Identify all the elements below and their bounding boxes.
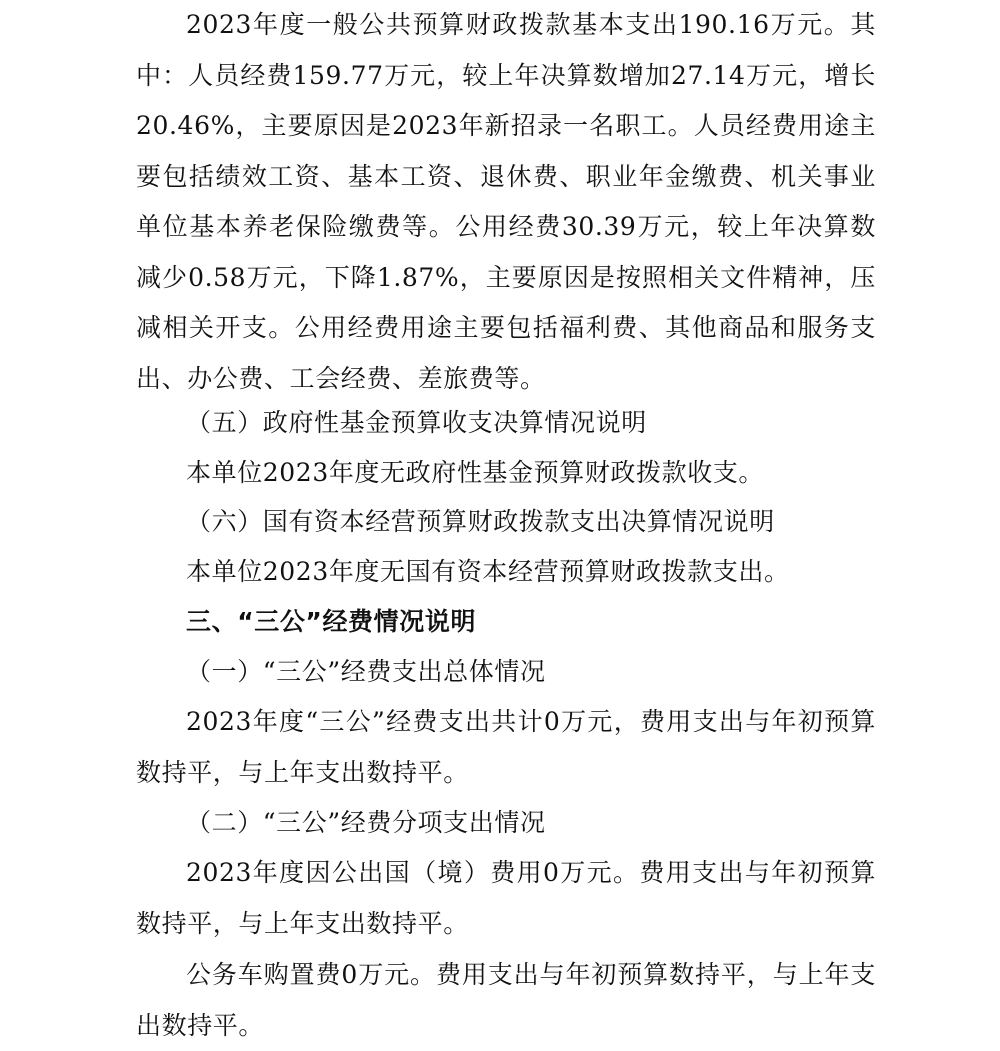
paragraph-basic-expenditure: 2023年度一般公共预算财政拨款基本支出190.16万元。其中：人员经费159.77万元，较上年决算数增加27.14万元，增长20.46%，主要原因是2023年新招录一名职工。人员经费用途主要包括绩效工资、基本工资、退休费、职业年金缴费、机关事业单位基本养老保险缴费等。公用经费30.39万元，较上年决算数减少0.58万元，下降1.87%，主要原因是按照相关文件精神，压减相关开支。公用经费用途主要包括福利费、其他商品和服务支出、办公费、工会经费、差旅费等。 [136,10,876,393]
heading-state-capital: （六）国有资本经营预算财政拨款支出决算情况说明 [186,507,775,536]
paragraph-government-fund: 本单位2023年度无政府性基金预算财政拨款收支。 [186,458,765,487]
heading-overall-situation: （一）“三公”经费支出总体情况 [186,657,546,686]
paragraph-overall-situation: 2023年度“三公”经费支出共计0万元，费用支出与年初预算数持平，与上年支出数持平。 [136,707,876,787]
heading-itemized-situation: （二）“三公”经费分项支出情况 [186,808,546,837]
paragraph-overseas-travel: 2023年度因公出国（境）费用0万元。费用支出与年初预算数持平，与上年支出数持平。 [136,858,876,938]
paragraph-vehicle-purchase: 公务车购置费0万元。费用支出与年初预算数持平，与上年支出数持平。 [136,960,876,1040]
paragraph-state-capital: 本单位2023年度无国有资本经营预算财政拨款支出。 [186,557,790,586]
heading-three-public-expenses: 三、“三公”经费情况说明 [186,607,477,636]
heading-government-fund: （五）政府性基金预算收支决算情况说明 [186,408,647,437]
